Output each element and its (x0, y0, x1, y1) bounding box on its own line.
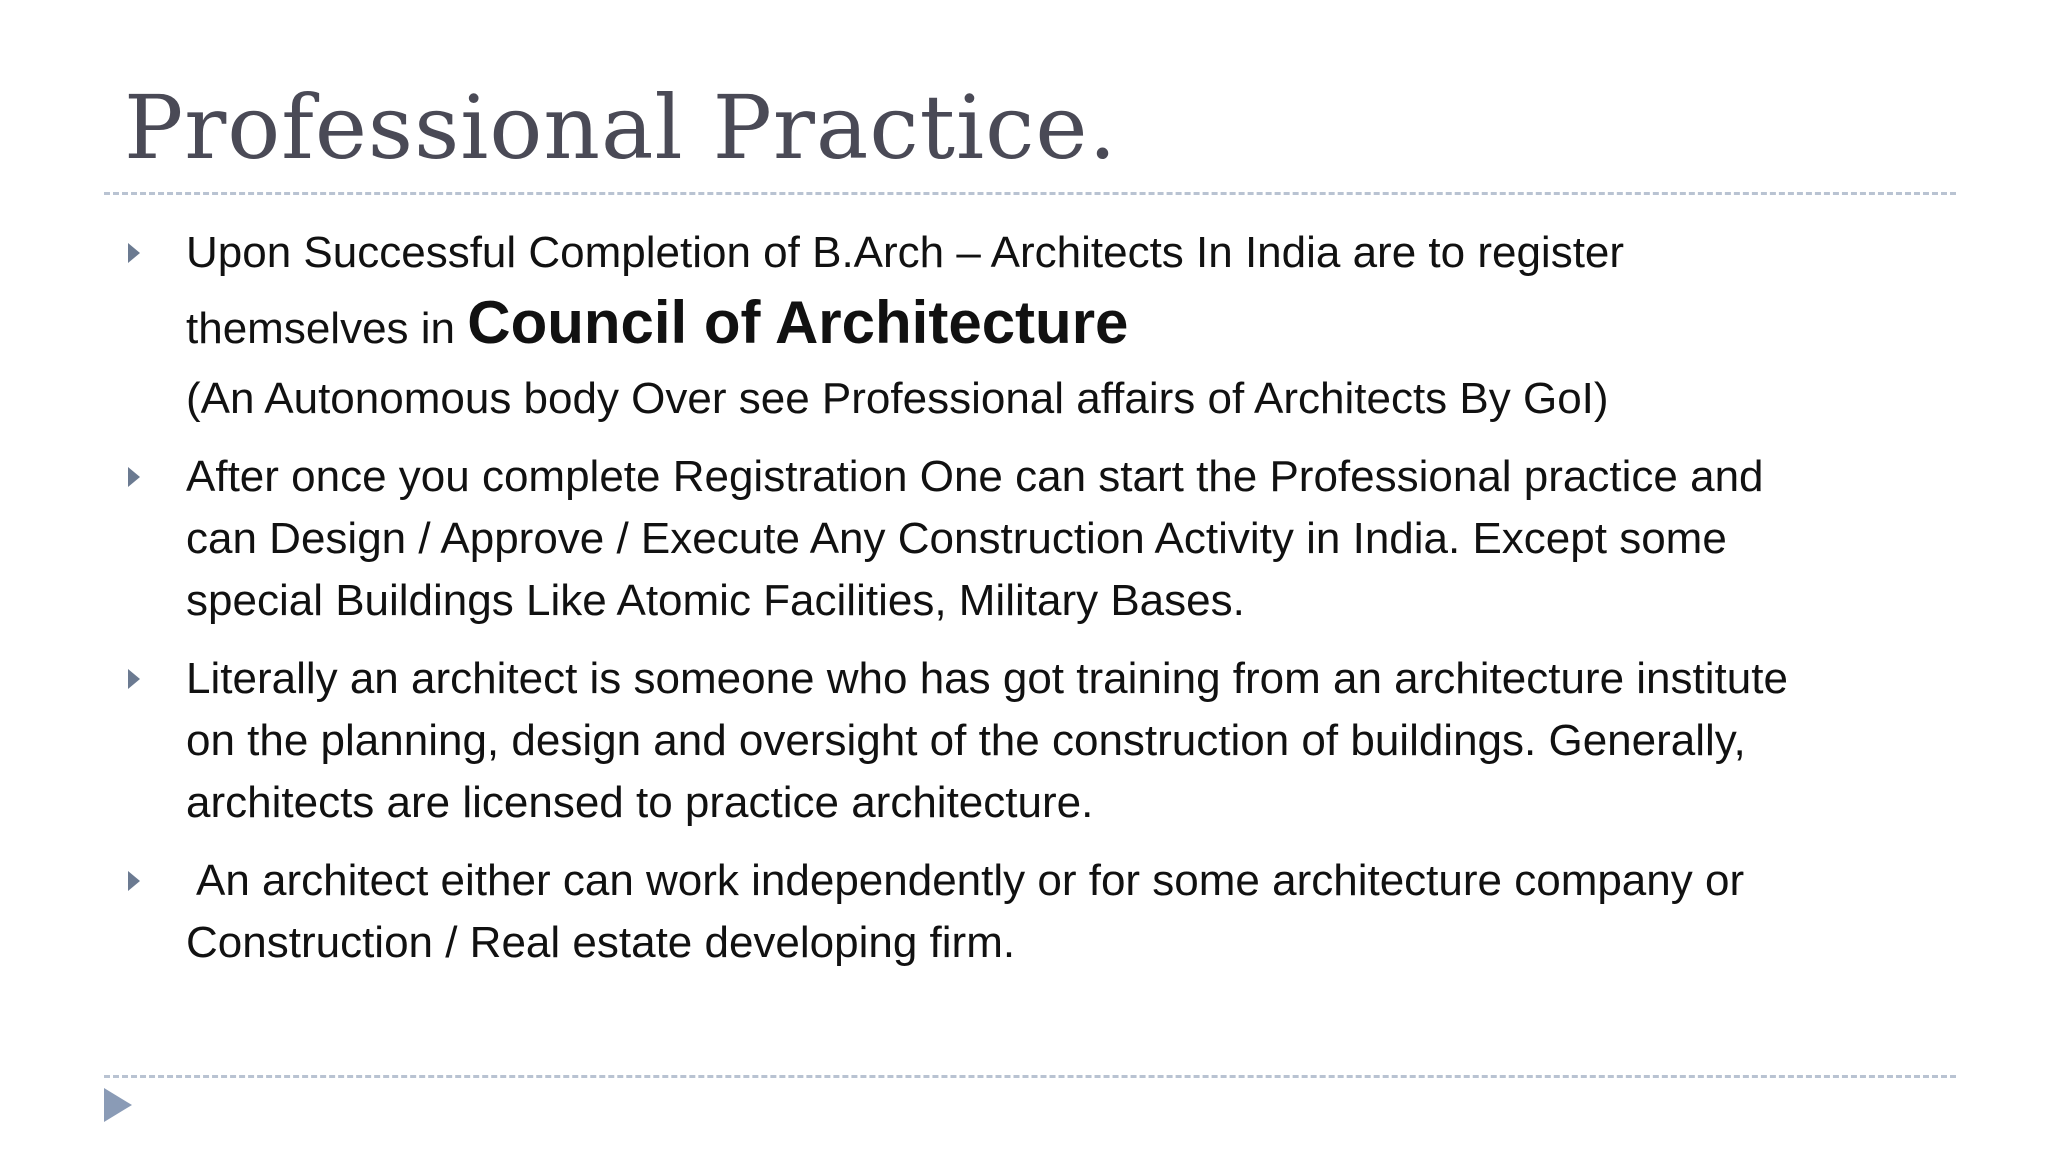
bullet-line: can Design / Approve / Execute Any Construction Activity in India. Except some (186, 514, 1727, 563)
slide-title: Professional Practice. (124, 76, 1118, 179)
emphasis-text: Council of Architecture (467, 289, 1129, 356)
bullet-line: Literally an architect is someone who has got training from an architecture institute (186, 654, 1788, 703)
triangle-right-icon (128, 669, 140, 689)
bullet-line: Construction / Real estate developing firm. (186, 918, 1016, 967)
bullet-text: themselves in (186, 304, 468, 353)
bullet-line: on the planning, design and oversight of the construction of buildings. Generally, (186, 716, 1746, 765)
triangle-right-icon (128, 467, 140, 487)
bullet-item (124, 850, 1964, 974)
bullet-line (186, 284, 1964, 368)
bullet-item (124, 446, 1964, 632)
bullet-line: An architect either can work independently or for some architecture company or (196, 856, 1745, 905)
bullet-line: special Buildings Like Atomic Facilities, Military Bases. (186, 576, 1245, 625)
bottom-divider (104, 1075, 1956, 1078)
bullet-item (124, 648, 1964, 834)
top-divider (104, 192, 1956, 195)
triangle-right-icon (128, 243, 140, 263)
bullet-line: architects are licensed to practice architecture. (186, 778, 1094, 827)
slide-body (124, 222, 1964, 990)
bullet-line: After once you complete Registration One can start the Professional practice and (186, 452, 1764, 501)
bullet-item (124, 222, 1964, 430)
bullet-line: Upon Successful Completion of B.Arch – Architects In India are to register (186, 228, 1625, 277)
bullet-line: (An Autonomous body Over see Professional affairs of Architects By GoI) (186, 374, 1609, 423)
triangle-right-icon (128, 871, 140, 891)
play-arrow-icon[interactable] (104, 1088, 132, 1122)
